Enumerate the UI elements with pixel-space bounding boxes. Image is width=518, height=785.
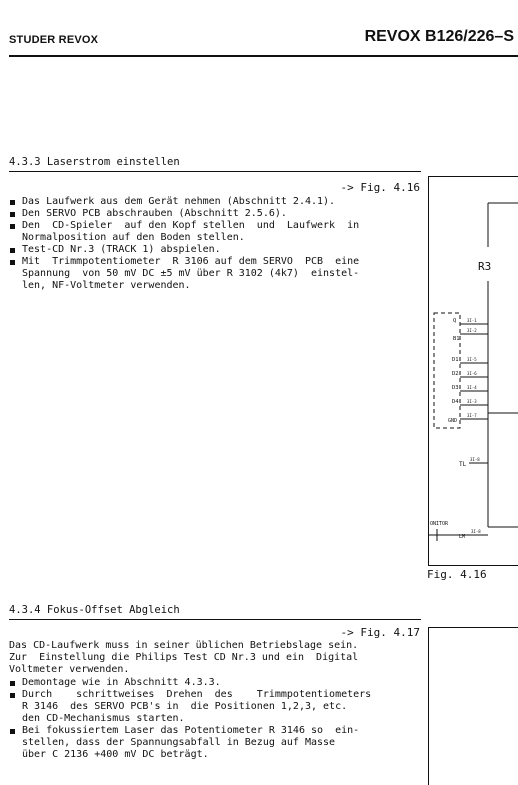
figure-416-schematic — [429, 177, 518, 565]
section-434-fig-ref: -> Fig. 4.17 — [340, 626, 420, 639]
figure-416-caption: Fig. 4.16 — [427, 568, 487, 581]
list-item: Mit Trimmpotentiometer R 3106 auf dem SERVO PCB eine Spannung von 50 mV DC ±5 mV über R 3102 (4k7) einstel- len, NF-Voltmeter verwenden. — [9, 256, 419, 292]
label-d4-pin: 3I-3 — [467, 399, 477, 404]
label-d2-pin: 3I-6 — [467, 371, 477, 376]
label-q: Q — [453, 318, 457, 324]
list-item: Durch schrittweises Drehen des Trimmpotentiometers R 3146 des SERVO PCB's in die Positionen 1,2,3, etc. den CD-Mechanismus starten. — [9, 689, 419, 725]
label-lm: LM — [459, 534, 466, 540]
list-item: Bei fokussiertem Laser das Potentiometer R 3146 so ein- stellen, dass der Spannungsabfall in Bezug auf Masse über C 2136 +400 mV DC beträgt. — [9, 725, 419, 761]
label-tl: TL — [459, 461, 467, 468]
list-item: Den SERVO PCB abschrauben (Abschnitt 2.5.6). — [9, 208, 419, 220]
label-tl-pin: 3I-8 — [470, 457, 480, 462]
brand-logo: STUDER REVOX — [9, 34, 99, 46]
header-divider — [9, 55, 518, 57]
label-d4: D4 — [452, 399, 459, 405]
label-d3-pin: 3I-4 — [467, 385, 477, 390]
section-434-divider — [9, 619, 421, 620]
figure-417-frame — [428, 627, 518, 785]
section-433-title: 4.3.3 Laserstrom einstellen — [9, 156, 180, 168]
label-monitor: ONITOR — [430, 521, 449, 527]
label-gnd: GND — [448, 418, 458, 424]
figure-416-frame — [428, 176, 518, 566]
section-434-intro: Das CD-Laufwerk muss in seiner üblichen Betriebslage sein. Zur Einstellung die Philips Test CD Nr.3 und ein Digital Voltmeter verwenden. — [9, 640, 359, 675]
label-b1-pin: 3I-2 — [467, 328, 477, 333]
label-r3: R3 — [478, 260, 492, 273]
label-gnd-pin: 3I-7 — [467, 413, 477, 418]
section-433-divider — [9, 171, 421, 172]
list-item: Demontage wie in Abschnitt 4.3.3. — [9, 677, 419, 689]
label-d1-pin: 3I-5 — [467, 357, 477, 362]
label-d3: D3 — [452, 385, 459, 391]
section-433-fig-ref: -> Fig. 4.16 — [340, 181, 420, 194]
label-d2: D2 — [452, 371, 459, 377]
model-title: REVOX B126/226–S — [364, 28, 514, 45]
label-b1: B1 — [453, 336, 460, 342]
list-item: Das Laufwerk aus dem Gerät nehmen (Abschnitt 2.4.1). — [9, 196, 419, 208]
list-item: Den CD-Spieler auf den Kopf stellen und Laufwerk in Normalposition auf den Boden stellen. — [9, 220, 419, 244]
list-item: Test-CD Nr.3 (TRACK 1) abspielen. — [9, 244, 419, 256]
label-d1: D1 — [452, 357, 459, 363]
label-q-pin: 3I-1 — [467, 318, 477, 323]
label-lm-pin: 3I-8 — [471, 529, 481, 534]
section-434-steps — [9, 677, 419, 761]
section-433-steps — [9, 196, 419, 292]
section-434-title: 4.3.4 Fokus-Offset Abgleich — [9, 604, 180, 616]
